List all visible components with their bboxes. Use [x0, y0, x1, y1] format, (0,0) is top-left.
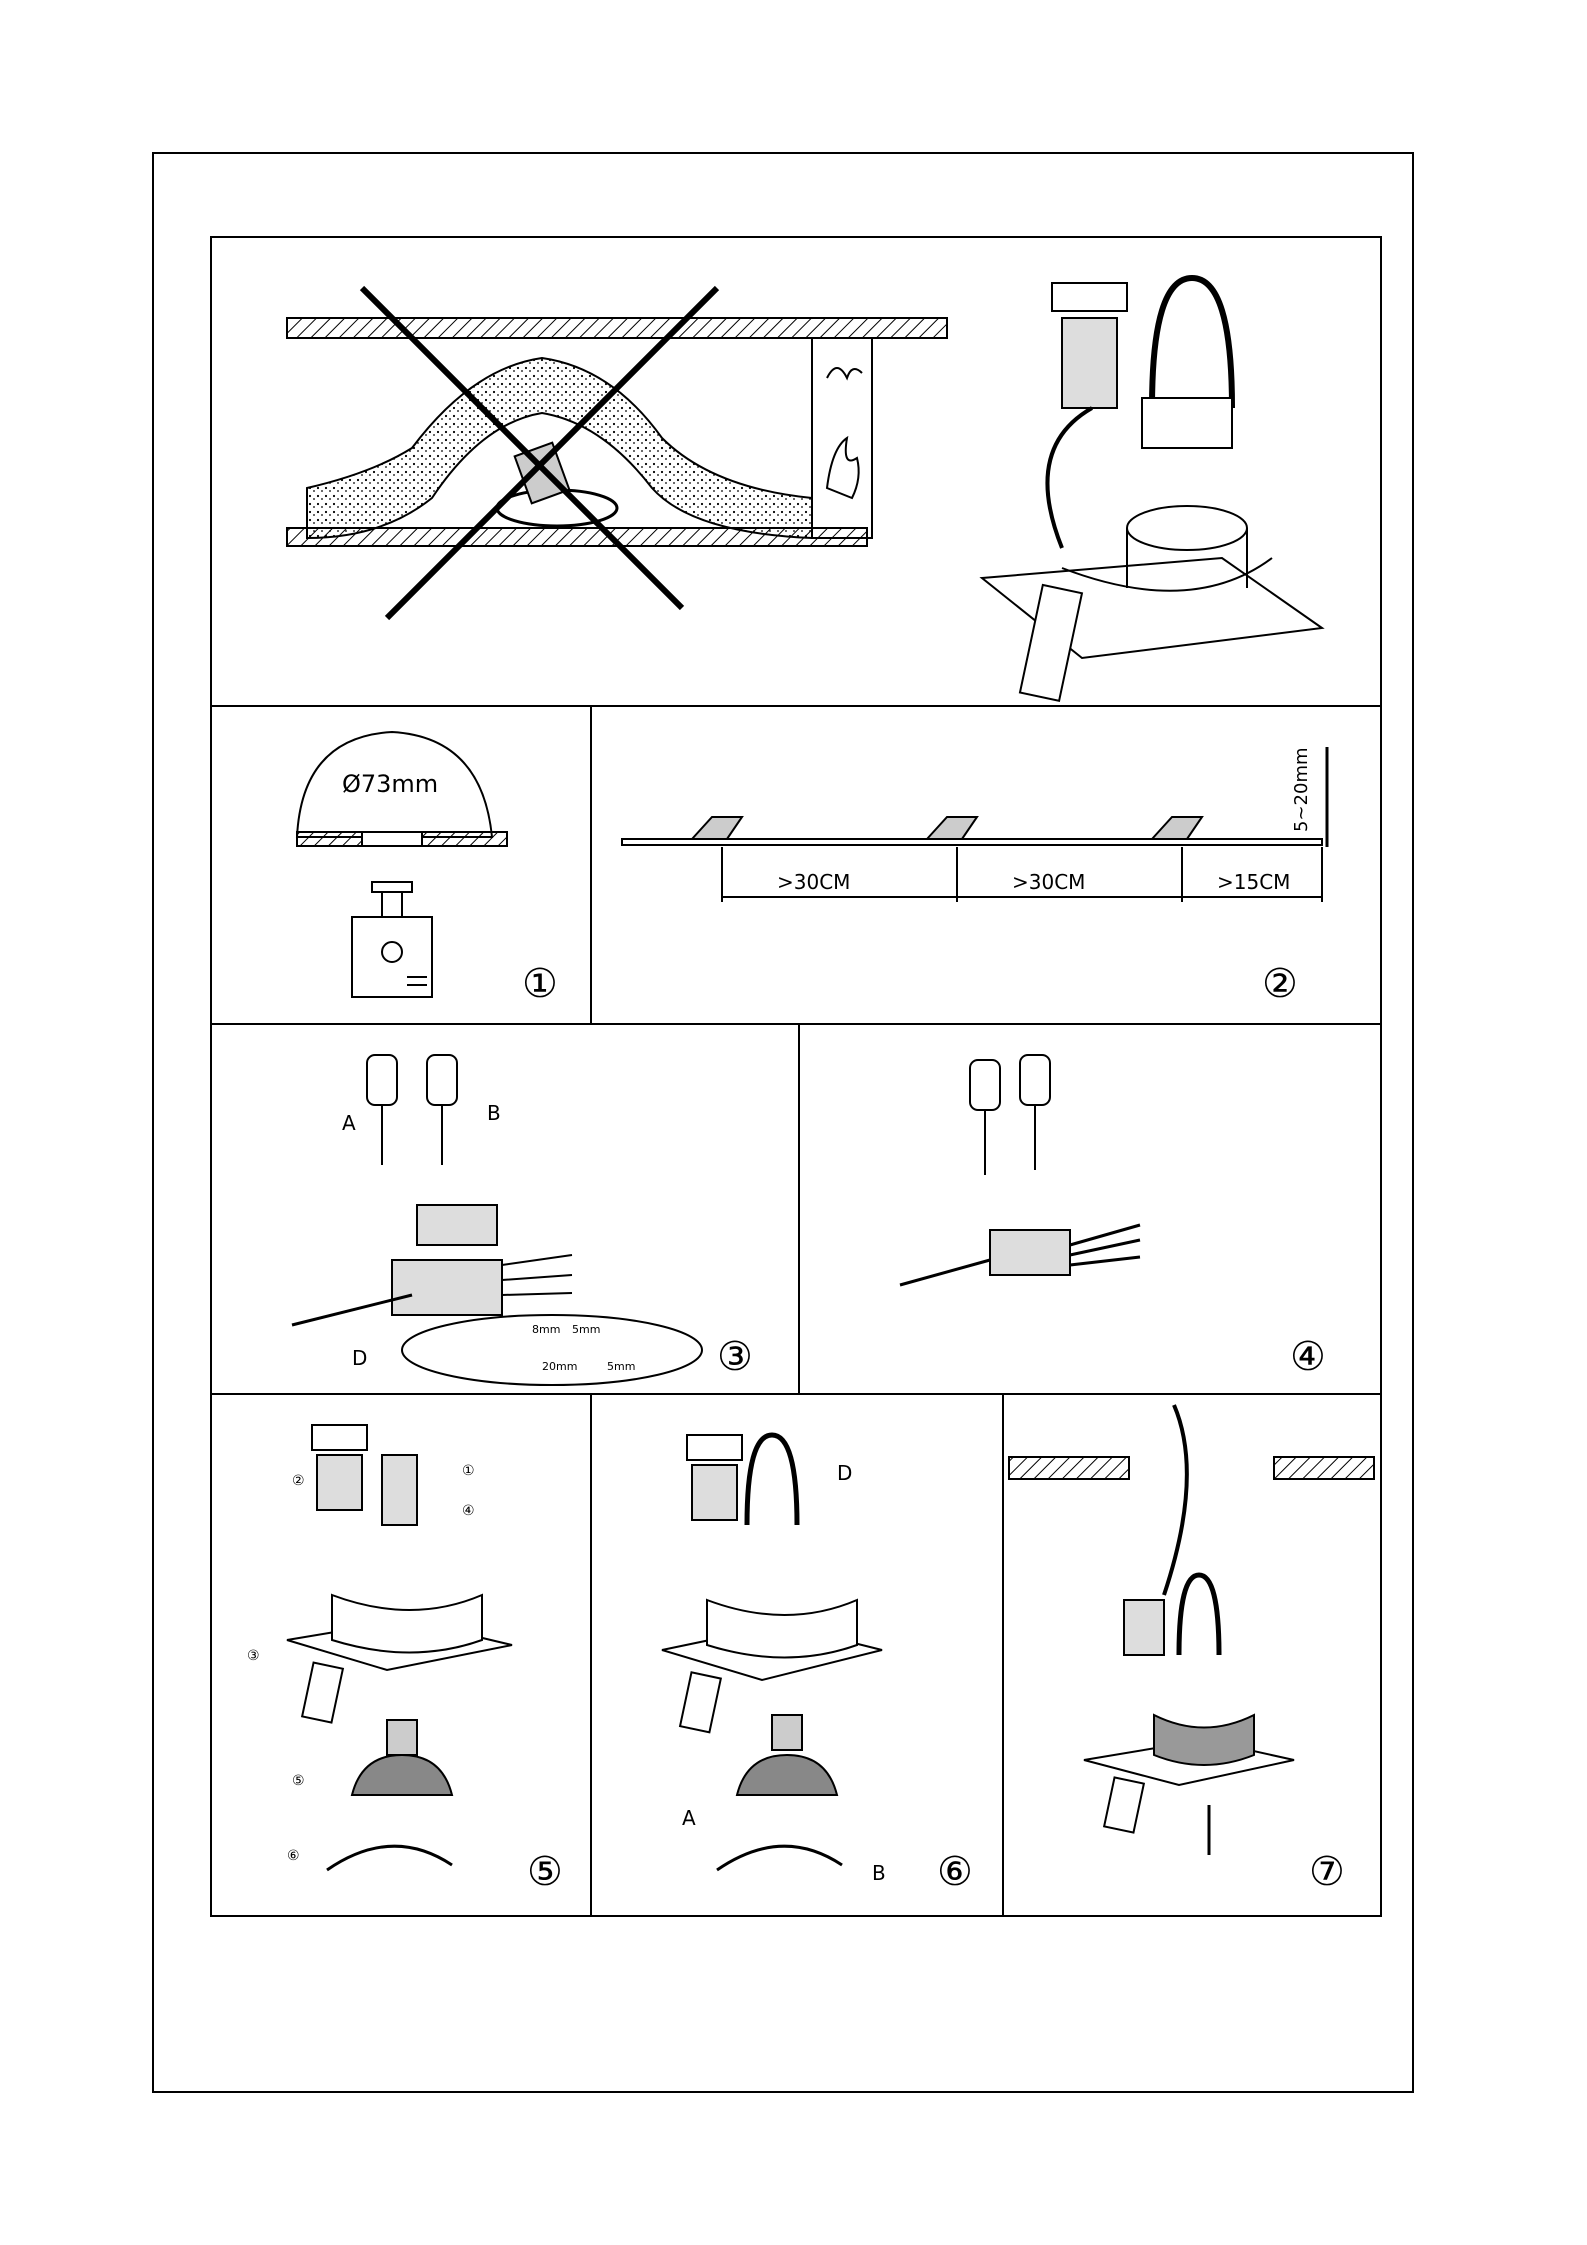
panel-step-7: [1002, 1393, 1382, 1917]
ceiling-board: [1009, 1457, 1129, 1479]
callout-number: ④: [462, 1503, 475, 1519]
assembled-fitting: [982, 278, 1322, 701]
spacing-label: >15CM: [1217, 870, 1291, 894]
screwdriver-icon: [970, 1055, 1050, 1175]
screwdriver-icon: [367, 1055, 457, 1165]
terminal-block: [990, 1230, 1070, 1275]
callout-number: ③: [247, 1648, 260, 1664]
panel-step-5: [210, 1393, 592, 1917]
step-number: ⑥: [937, 1849, 973, 1895]
dimension-label: 5mm: [572, 1323, 601, 1336]
step-number: ①: [522, 961, 558, 1007]
cutout-hole: [362, 832, 422, 846]
label-b: B: [872, 1861, 886, 1885]
wires: [502, 1255, 572, 1295]
dimension-label: 20mm: [542, 1360, 578, 1373]
callout-number: ②: [292, 1473, 305, 1489]
ceiling-board: [287, 528, 867, 546]
step-number: ⑦: [1309, 1849, 1345, 1895]
fitting-assembly: [662, 1435, 882, 1870]
panel-step-3: [210, 1023, 800, 1395]
label-d: D: [837, 1461, 853, 1485]
step-number: ⑤: [527, 1849, 563, 1895]
downlight-fitting: [497, 490, 617, 526]
panel-warning-and-overview: [210, 236, 1382, 707]
label-b: B: [487, 1101, 501, 1125]
fitting-assembly: [1084, 1575, 1294, 1833]
terminal-block-icon: [352, 882, 432, 997]
spacing-label: >30CM: [1012, 870, 1086, 894]
ceiling-slab: [287, 318, 947, 338]
panel-step-2: [590, 705, 1382, 1025]
step-number: ③: [717, 1334, 753, 1380]
label-a: A: [342, 1111, 356, 1135]
label-a: A: [682, 1806, 696, 1830]
top-illustration: [212, 238, 1380, 705]
panel-step-4: [798, 1023, 1382, 1395]
step-number: ②: [1262, 961, 1298, 1007]
callout-number: ⑤: [292, 1773, 305, 1789]
dimension-label: 5mm: [607, 1360, 636, 1373]
dimension-label: 8mm: [532, 1323, 561, 1336]
diameter-label: Ø73mm: [342, 770, 439, 798]
callout-number: ①: [462, 1463, 475, 1479]
ceiling-board: [1274, 1457, 1374, 1479]
label-d: D: [352, 1346, 368, 1370]
step-number: ④: [1290, 1334, 1326, 1380]
fitting-icon: [692, 817, 1202, 839]
terminal-block: [392, 1205, 502, 1315]
spacing-label: >30CM: [777, 870, 851, 894]
fitting-exploded: [287, 1425, 512, 1870]
mains-cable: [1164, 1405, 1187, 1595]
panel-step-6: [590, 1393, 1004, 1917]
height-label: 5~20mm: [1291, 747, 1312, 832]
panel-step-1: [210, 705, 592, 1025]
side-wall: [812, 338, 872, 538]
callout-number: ⑥: [287, 1848, 300, 1864]
